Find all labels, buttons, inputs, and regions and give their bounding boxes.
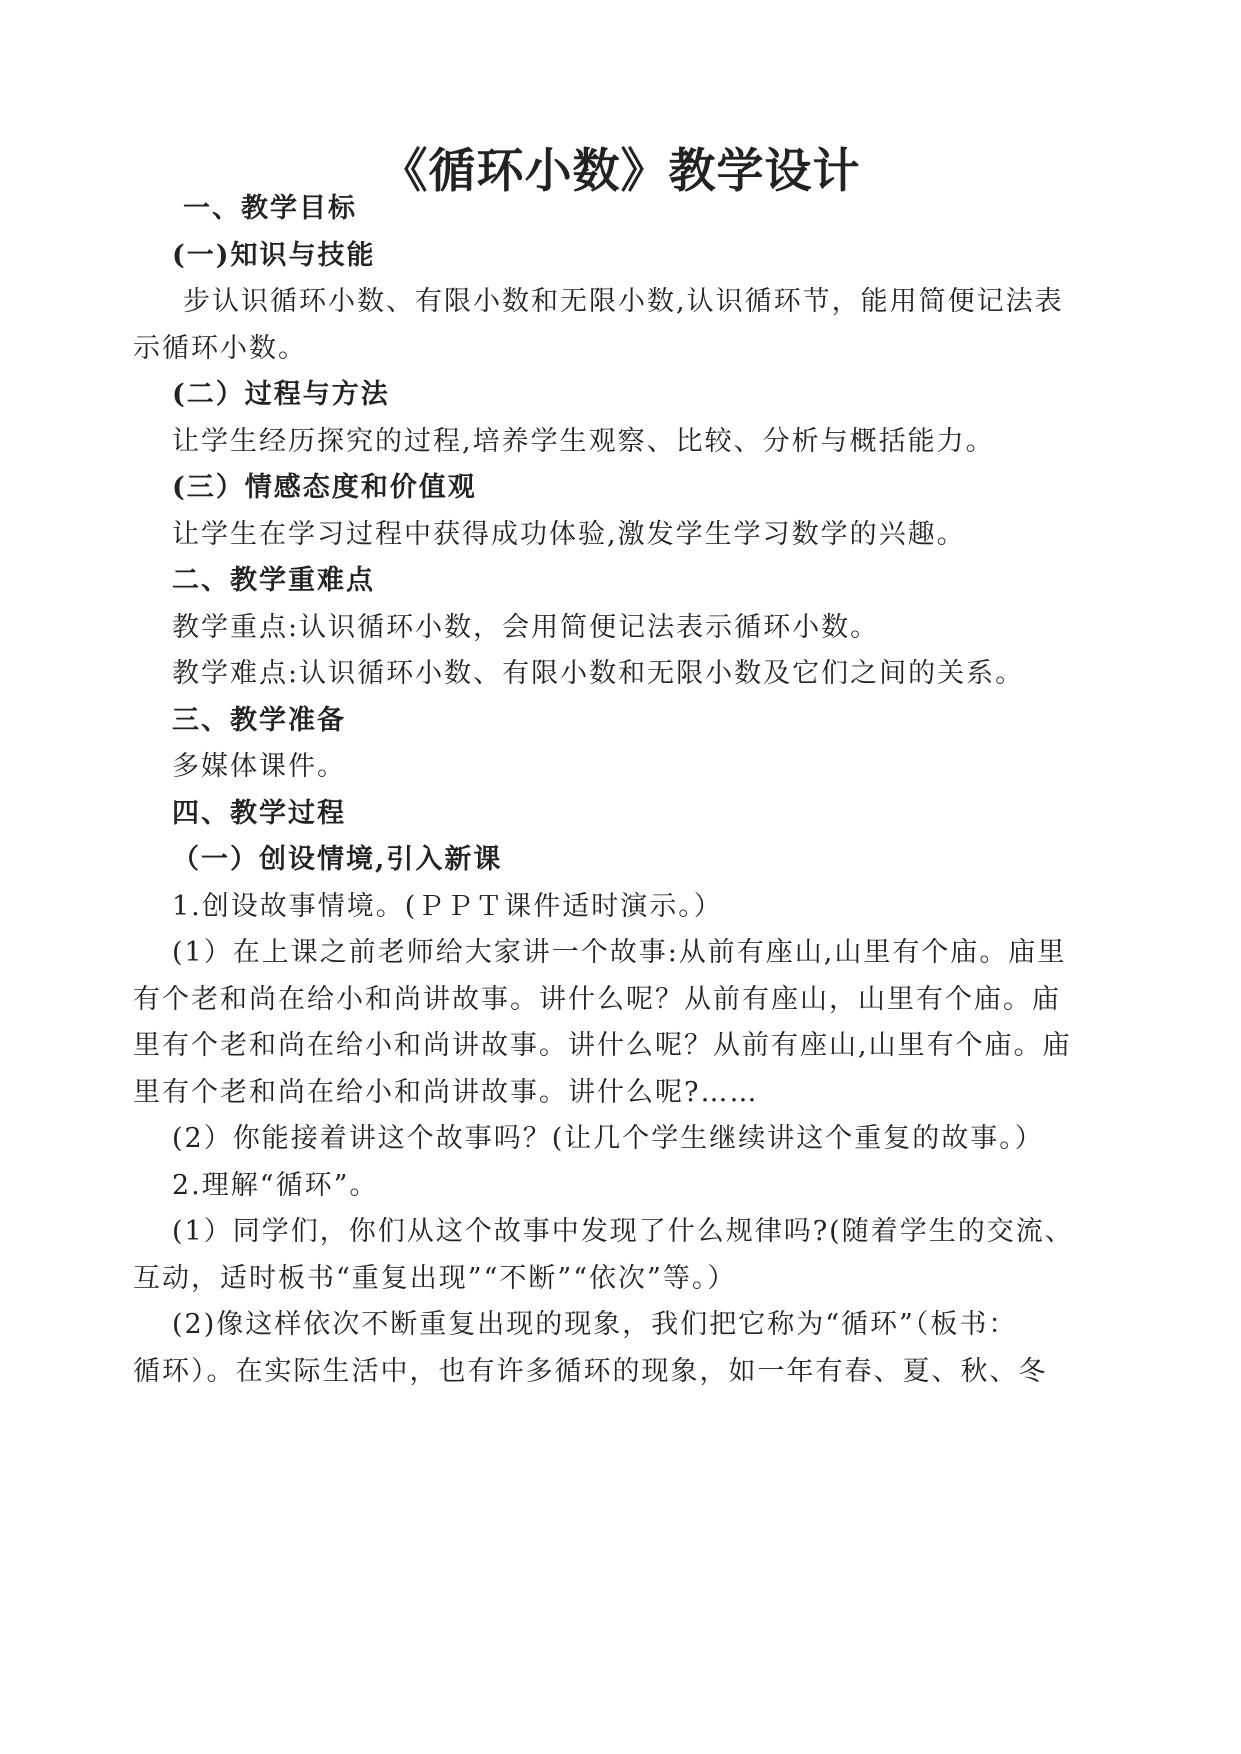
paragraph-line: 里有个老和尚在给小和尚讲故事。讲什么呢?…… (133, 1077, 759, 1108)
paragraph-line: (2)像这样依次不断重复出现的现象，我们把它称为“循环”（板书： (172, 1309, 1018, 1340)
heading-key-difficult-points: 二、教学重难点 (172, 565, 375, 596)
paragraph-line: 让学生在学习过程中获得成功体验,激发学生学习数学的兴趣。 (172, 519, 966, 550)
subheading-process-method: (二）过程与方法 (172, 379, 390, 410)
subheading-create-situation: （一）创设情境,引入新课 (172, 844, 503, 875)
paragraph-line: 多媒体课件。 (172, 751, 346, 782)
document-title: 《循环小数》教学设计 (380, 144, 861, 199)
heading-teaching-preparation: 三、教学准备 (172, 705, 346, 736)
paragraph-line: (1）同学们，你们从这个故事中发现了什么规律吗?(随着学生的交流、 (172, 1216, 1074, 1247)
paragraph-line: 让学生经历探究的过程,培养学生观察、比较、分析与概括能力。 (172, 426, 995, 457)
subheading-emotion-values: (三）情感态度和价值观 (172, 472, 477, 503)
paragraph-line: (2）你能接着讲这个故事吗？(让几个学生继续讲这个重复的故事。） (172, 1123, 1044, 1154)
subheading-knowledge-skills: (一)知识与技能 (172, 240, 376, 271)
paragraph-line: 有个老和尚在给小和尚讲故事。讲什么呢？从前有座山，山里有个庙。庙 (133, 984, 1061, 1015)
paragraph-line: 里有个老和尚在给小和尚讲故事。讲什么呢？从前有座山,山里有个庙。庙 (133, 1030, 1072, 1061)
paragraph-line: 示循环小数。 (133, 333, 307, 364)
paragraph-line: (1）在上课之前老师给大家讲一个故事:从前有座山,山里有个庙。庙里 (172, 937, 1067, 968)
paragraph-line: 教学难点:认识循环小数、有限小数和无限小数及它们之间的关系。 (172, 658, 1025, 689)
paragraph-line: 教学重点:认识循环小数，会用简便记法表示循环小数。 (172, 612, 880, 643)
paragraph-line: 循环）。在实际生活中，也有许多循环的现象，如一年有春、夏、秋、冬 (133, 1356, 1048, 1387)
paragraph-line: 互动，适时板书“重复出现”“不断”“依次”等。） (133, 1263, 737, 1294)
paragraph-line: 2.理解“循环”。 (172, 1170, 379, 1201)
paragraph-line: 1.创设故事情境。(ＰＰＴ课件适时演示。） (172, 891, 723, 922)
paragraph-line: 步认识循环小数、有限小数和无限小数,认识循环节，能用简便记法表 (183, 286, 1064, 317)
heading-teaching-process: 四、教学过程 (172, 798, 346, 829)
heading-teaching-goals: 一、教学目标 (183, 193, 357, 224)
